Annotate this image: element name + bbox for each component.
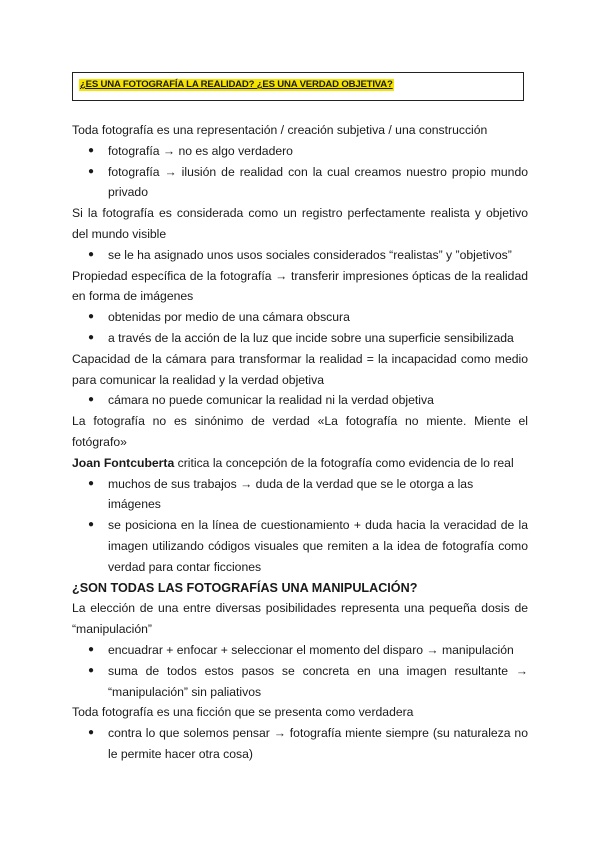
bullet-icon: ● bbox=[88, 519, 95, 531]
paragraph-2: Si la fotografía es considerada como un registro perfectamente realista y objetivo del mundo visible bbox=[72, 206, 528, 241]
list-item: ● contra lo que solemos pensar → fotografía miente siempre (su naturaleza no le permite hacer otra cosa) bbox=[72, 723, 528, 765]
section-heading-2: ¿SON TODAS LAS FOTOGRAFÍAS UNA MANIPULACIÓN? bbox=[72, 580, 418, 595]
list-item: ● obtenidas por medio de una cámara obscura bbox=[72, 307, 528, 328]
bullet-icon: ● bbox=[88, 248, 95, 260]
bullet-icon: ● bbox=[88, 477, 95, 489]
bullet-icon: ● bbox=[88, 727, 95, 739]
paragraph-5: La fotografía no es sinónimo de verdad «La fotografía no miente. Miente el fotógrafo» bbox=[72, 414, 528, 449]
bullet-list-7 bbox=[72, 640, 528, 702]
paragraph-7: La elección de una entre diversas posibilidades representa una pequeña dosis de “manipulación” bbox=[72, 601, 528, 637]
bullet-list-3 bbox=[72, 307, 528, 349]
list-item: ● suma de todos estos pasos se concreta en una imagen resultante → “manipulación” sin paliativos bbox=[72, 661, 528, 703]
paragraph-4: Capacidad de la cámara para transformar la realidad = la incapacidad como medio para comunicar la realidad y la verdad objetiva bbox=[72, 351, 528, 387]
list-item: ● a través de la acción de la luz que incide sobre una superficie sensibilizada bbox=[72, 328, 528, 349]
bullet-icon: ● bbox=[88, 165, 95, 177]
bullet-list-8 bbox=[72, 723, 528, 765]
bullet-list-2 bbox=[72, 245, 528, 266]
bullet-icon: ● bbox=[88, 144, 95, 156]
bullet-icon: ● bbox=[88, 331, 95, 343]
page-title: ¿ES UNA FOTOGRAFÍA LA REALIDAD? ¿ES UNA VERDAD OBJETIVA? bbox=[80, 79, 393, 90]
paragraph-8: Toda fotografía es una ficción que se presenta como verdadera bbox=[72, 705, 414, 720]
bullet-list-1 bbox=[72, 141, 528, 203]
list-item: ● fotografía → no es algo verdadero bbox=[72, 141, 528, 162]
list-item: ● muchos de sus trabajos → duda de la verdad que se le otorga a las imágenes bbox=[72, 474, 528, 516]
paragraph-3: Propiedad específica de la fotografía → transferir impresiones ópticas de la realidad en forma de imágenes bbox=[72, 268, 528, 304]
list-item: ● se le ha asignado unos usos sociales considerados “realistas” y ”objetivos” bbox=[72, 245, 528, 266]
author-name: Joan Fontcuberta bbox=[72, 455, 175, 470]
bullet-list-4 bbox=[72, 390, 528, 411]
list-item: ● encuadrar + enfocar + seleccionar el momento del disparo → manipulación bbox=[72, 640, 528, 661]
title-box bbox=[72, 72, 524, 101]
bullet-icon: ● bbox=[88, 394, 95, 406]
bullet-icon: ● bbox=[88, 643, 95, 655]
list-item: ● fotografía → ilusión de realidad con la cual creamos nuestro propio mundo privado bbox=[72, 162, 528, 204]
paragraph-1: Toda fotografía es una representación / creación subjetiva / una construcción bbox=[72, 123, 488, 137]
bullet-icon: ● bbox=[88, 311, 95, 323]
list-item: ● se posiciona en la línea de cuestionamiento + duda hacia la veracidad de la imagen utilizando códigos visuales que remiten a la idea de fotografía como verdad para contar ficciones bbox=[72, 515, 528, 577]
paragraph-6: Joan Fontcuberta critica la concepción de la fotografía como evidencia de lo real bbox=[72, 455, 514, 470]
document-body bbox=[72, 120, 528, 765]
bullet-list-6 bbox=[72, 474, 528, 578]
list-item: ● cámara no puede comunicar la realidad ni la verdad objetiva bbox=[72, 390, 528, 411]
bullet-icon: ● bbox=[88, 664, 95, 676]
